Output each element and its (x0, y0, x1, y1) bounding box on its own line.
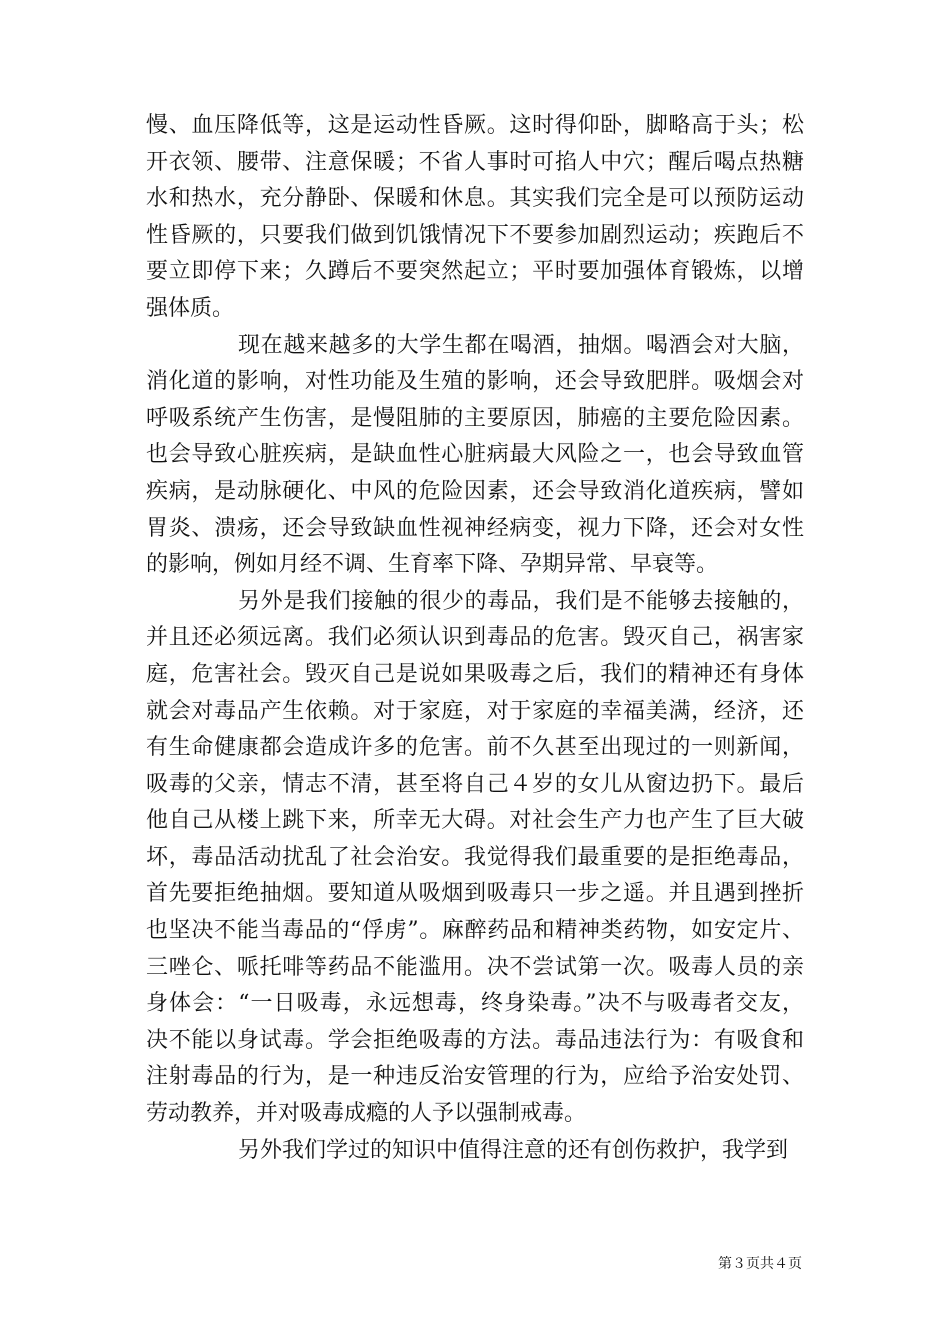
text-line: 三唑仑、哌托啡等药品不能滥用。决不尝试第一次。吸毒人员的亲 (146, 954, 804, 980)
text-line: 也会导致心脏疾病，是缺血性心脏病最大风险之一，也会导致血管 (146, 442, 804, 468)
text-line: 劳动教养，并对吸毒成瘾的人予以强制戒毒。 (146, 1101, 587, 1127)
text-line: 性昏厥的，只要我们做到饥饿情况下不要参加剧烈运动；疾跑后不 (146, 222, 804, 248)
page-footer: 第３页共４页 (718, 1256, 802, 1272)
text-line: 也坚决不能当毒品的“俘虏”。麻醉药品和精神类药物，如安定片、 (146, 918, 804, 944)
text-line: 就会对毒品产生依赖。对于家庭，对于家庭的幸福美满，经济，还 (146, 698, 804, 724)
text-line: 胃炎、溃疡，还会导致缺血性视神经病变，视力下降，还会对女性 (146, 515, 804, 541)
text-line: 决不能以身试毒。学会拒绝吸毒的方法。毒品违法行为：有吸食和 (146, 1027, 804, 1053)
text-line: 吸毒的父亲，情志不清，甚至将自己４岁的女儿从窗边扔下。最后 (146, 771, 804, 797)
text-line: 慢、血压降低等，这是运动性昏厥。这时得仰卧，脚略高于头；松 (146, 113, 804, 138)
text-line: 有生命健康都会造成许多的危害。前不久甚至出现过的一则新闻， (146, 735, 804, 761)
text-line: 注射毒品的行为，是一种违反治安管理的行为，应给予治安处罚、 (146, 1064, 804, 1090)
text-line: 开衣领、腰带、注意保暖；不省人事时可掐人中穴；醒后喝点热糖 (146, 149, 804, 175)
text-line: 身体会：“一日吸毒，永远想毒，终身染毒。”决不与吸毒者交友， (146, 991, 804, 1017)
text-line: 水和热水，充分静卧、保暖和休息。其实我们完全是可以预防运动 (146, 186, 804, 212)
text-line: 另外我们学过的知识中值得注意的还有创伤救护，我学到 (238, 1137, 789, 1163)
text-line: 庭，危害社会。毁灭自己是说如果吸毒之后，我们的精神还有身体 (146, 661, 804, 687)
text-line: 首先要拒绝抽烟。要知道从吸烟到吸毒只一步之遥。并且遇到挫折 (146, 881, 804, 907)
text-line: 他自己从楼上跳下来，所幸无大碍。对社会生产力也产生了巨大破 (146, 808, 804, 834)
text-line: 强体质。 (146, 295, 235, 321)
text-line: 要立即停下来；久蹲后不要突然起立；平时要加强体育锻炼，以增 (146, 259, 804, 285)
text-line: 疾病，是动脉硬化、中风的危险因素，还会导致消化道疾病，譬如 (146, 478, 804, 504)
text-line: 现在越来越多的大学生都在喝酒，抽烟。喝酒会对大脑， (238, 332, 804, 358)
body-text (146, 108, 804, 1169)
text-line: 并且还必须远离。我们必须认识到毒品的危害。毁灭自己，祸害家 (146, 625, 804, 651)
text-line: 的影响，例如月经不调、生育率下降、孕期异常、早衰等。 (146, 552, 719, 578)
text-line: 消化道的影响，对性功能及生殖的影响，还会导致肥胖。吸烟会对 (146, 369, 804, 395)
text-line: 坏，毒品活动扰乱了社会治安。我觉得我们最重要的是拒绝毒品， (146, 844, 804, 870)
text-line: 另外是我们接触的很少的毒品，我们是不能够去接触的， (238, 588, 804, 614)
text-line: 呼吸系统产生伤害，是慢阻肺的主要原因，肺癌的主要危险因素。 (146, 405, 804, 431)
